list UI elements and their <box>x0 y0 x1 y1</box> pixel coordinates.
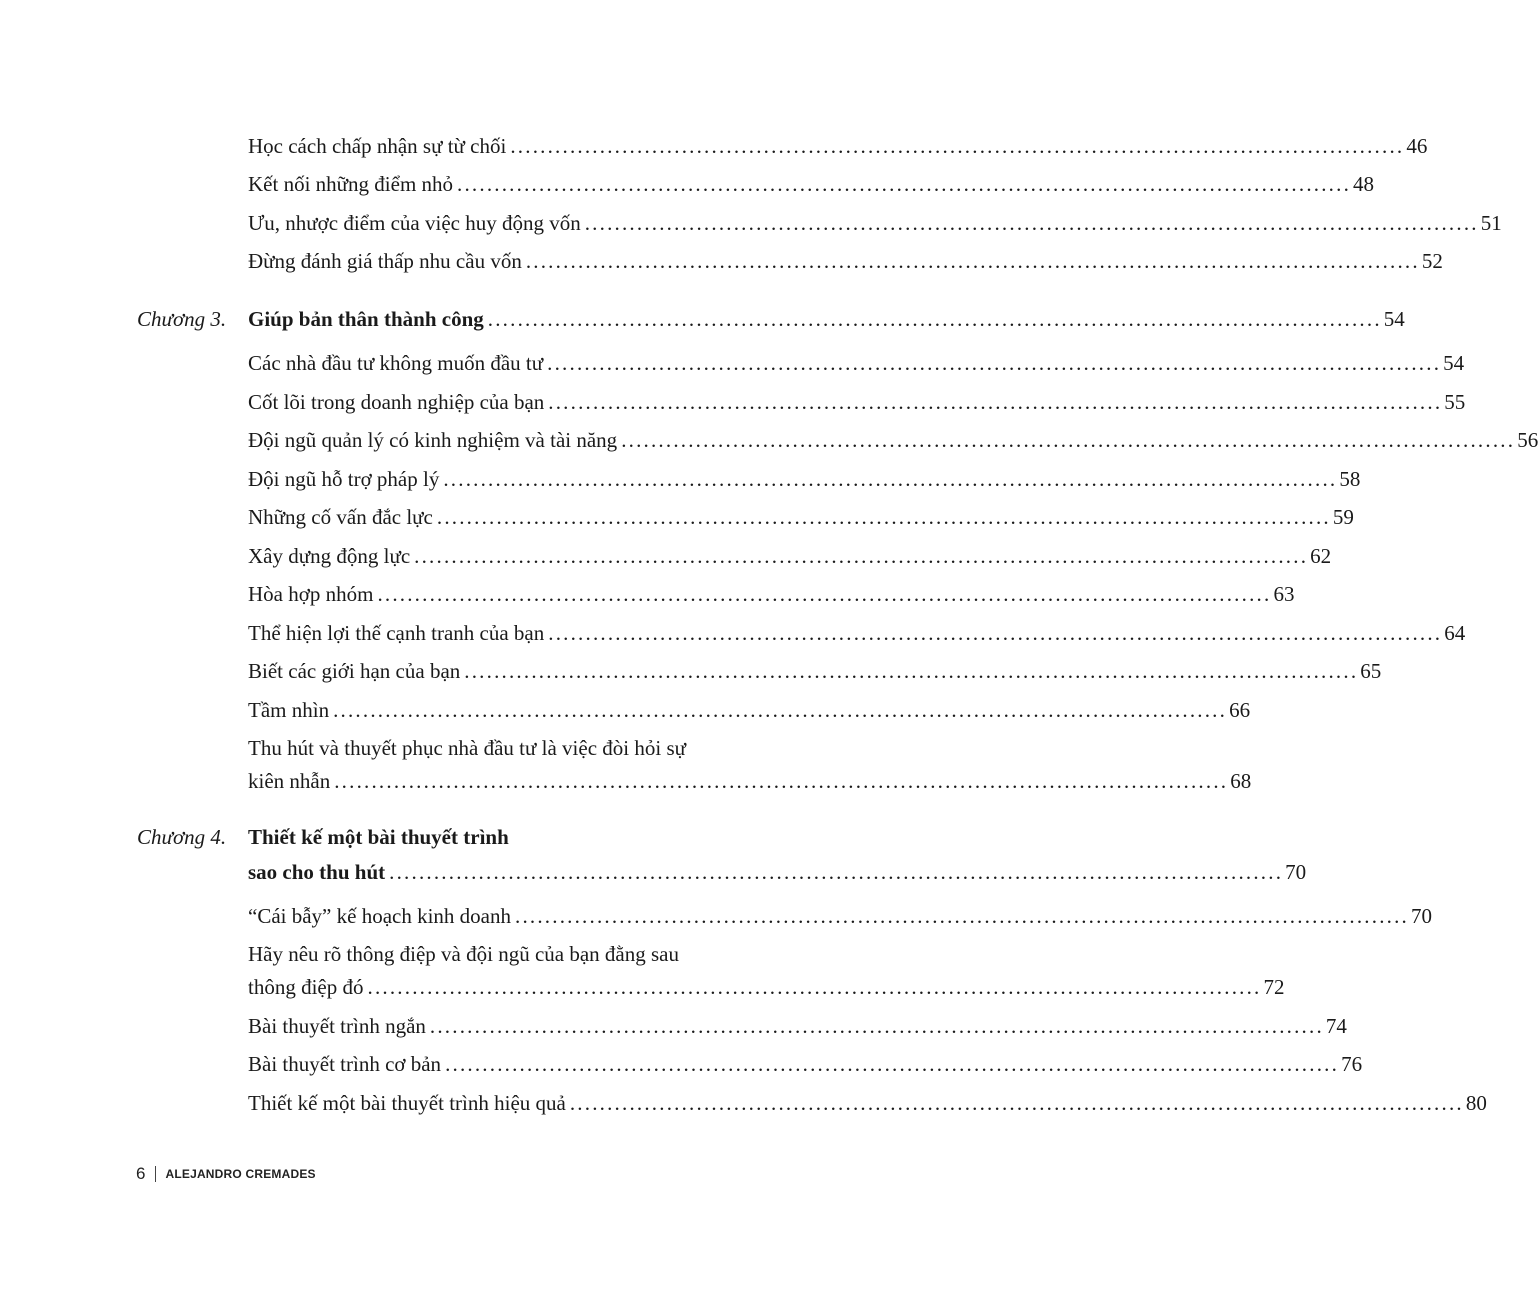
chapter-title: Giúp bản thân thành công <box>248 307 484 331</box>
toc-entry <box>248 696 1251 724</box>
toc-entry <box>248 465 1361 493</box>
leader-dots: ........................................................................................................................ <box>414 544 1309 568</box>
toc-entry <box>248 542 1332 570</box>
chapter-page: 70 <box>1285 860 1307 884</box>
leader-dots: ........................................................................................................................ <box>515 904 1409 928</box>
toc-entry-page: 54 <box>1443 351 1465 375</box>
leader-dots: ........................................................................................................................ <box>367 975 1262 999</box>
toc-entry <box>248 973 1285 1001</box>
toc-entry <box>248 426 1538 454</box>
toc-entry <box>248 657 1382 685</box>
toc-entry-page: 66 <box>1229 698 1251 722</box>
toc-entry <box>248 503 1354 531</box>
chapter-title-line2: sao cho thu hút <box>248 860 386 884</box>
chapter-label: Chương 3. <box>137 307 227 331</box>
toc-entry <box>248 388 1466 416</box>
toc-entry-title-line2: kiên nhẫn <box>248 769 331 793</box>
toc-entry-page: 62 <box>1310 544 1332 568</box>
toc-entry <box>248 1089 1487 1117</box>
leader-dots: ........................................................................................................................ <box>510 134 1405 158</box>
leader-dots: ........................................................................................................................ <box>445 1052 1340 1076</box>
toc-entry-page: 55 <box>1444 390 1466 414</box>
leader-dots: ........................................................................................................................ <box>377 582 1272 606</box>
toc-entry-page: 52 <box>1421 249 1443 273</box>
toc-entry <box>248 767 1252 795</box>
toc-entry-title: Đội ngũ quản lý có kinh nghiệm và tài năng <box>248 428 618 452</box>
toc-entry-page: 74 <box>1325 1014 1347 1038</box>
toc-entry-title: Xây dựng động lực <box>248 544 411 568</box>
author-name: ALEJANDRO CREMADES <box>165 1167 316 1181</box>
toc-entry-title: Biết các giới hạn của bạn <box>248 659 461 683</box>
leader-dots: ........................................................................................................................ <box>548 621 1443 645</box>
toc-entry-page: 65 <box>1360 659 1382 683</box>
toc-entry <box>248 619 1466 647</box>
leader-dots: ........................................................................................................................ <box>487 307 1382 331</box>
toc-entry <box>248 132 1428 160</box>
chapter-label: Chương 4. <box>137 825 227 849</box>
toc-entry-page: 59 <box>1332 505 1354 529</box>
toc-entry-page: 58 <box>1339 467 1361 491</box>
toc-entry-page: 68 <box>1230 769 1252 793</box>
toc-entry-page: 72 <box>1263 975 1285 999</box>
footer-divider <box>155 1166 156 1182</box>
toc-entry-title: Thể hiện lợi thế cạnh tranh của bạn <box>248 621 545 645</box>
toc-entry-title-line1: Hãy nêu rõ thông điệp và đội ngũ của bạn đằng sau <box>248 942 679 966</box>
toc-entry <box>248 902 1432 930</box>
toc-entry <box>248 580 1295 608</box>
toc-entry-page: 48 <box>1353 172 1375 196</box>
leader-dots: ........................................................................................................................ <box>548 390 1443 414</box>
toc-entry <box>248 247 1443 275</box>
toc-entry-title: Ưu, nhược điểm của việc huy động vốn <box>248 211 581 235</box>
toc-entry <box>248 170 1375 198</box>
leader-dots: ........................................................................................................................ <box>443 467 1338 491</box>
toc-entry-title: Bài thuyết trình ngắn <box>248 1014 426 1038</box>
toc-entry <box>248 349 1465 377</box>
toc-entry-title-line2: thông điệp đó <box>248 975 364 999</box>
toc-entry <box>248 1050 1363 1078</box>
page-footer <box>136 1164 316 1184</box>
leader-dots: ........................................................................................................................ <box>584 211 1479 235</box>
leader-dots: ........................................................................................................................ <box>569 1091 1464 1115</box>
leader-dots: ........................................................................................................................ <box>334 769 1229 793</box>
toc-entry-title: Tầm nhìn <box>248 698 330 722</box>
page-number: 6 <box>136 1164 146 1183</box>
leader-dots: ........................................................................................................................ <box>621 428 1516 452</box>
toc-entry-title: Kết nối những điểm nhỏ <box>248 172 454 196</box>
leader-dots: ........................................................................................................................ <box>333 698 1228 722</box>
leader-dots: ........................................................................................................................ <box>457 172 1352 196</box>
toc-entry-title: Đừng đánh giá thấp nhu cầu vốn <box>248 249 522 273</box>
toc-entry-title: Cốt lõi trong doanh nghiệp của bạn <box>248 390 545 414</box>
leader-dots: ........................................................................................................................ <box>464 659 1359 683</box>
toc-entry-title: Các nhà đầu tư không muốn đầu tư <box>248 351 544 375</box>
toc-entry <box>248 209 1502 237</box>
toc-entry-page: 76 <box>1341 1052 1363 1076</box>
toc-entry-page: 70 <box>1411 904 1432 928</box>
toc-entry-title: Hòa hợp nhóm <box>248 582 374 606</box>
toc-entry-title: Bài thuyết trình cơ bản <box>248 1052 442 1076</box>
toc-entry-page: 63 <box>1273 582 1295 606</box>
toc-entry-page: 56 <box>1517 428 1538 452</box>
toc-entry-page: 51 <box>1480 211 1502 235</box>
chapter-title-entry <box>248 858 1307 886</box>
toc-entry-page: 64 <box>1444 621 1466 645</box>
leader-dots: ........................................................................................................................ <box>436 505 1331 529</box>
toc-entry <box>248 1012 1347 1040</box>
toc-entry-page: 80 <box>1465 1091 1487 1115</box>
toc-entry-title: Đội ngũ hỗ trợ pháp lý <box>248 467 440 491</box>
toc-entry-title: Thiết kế một bài thuyết trình hiệu quả <box>248 1091 566 1115</box>
toc-entry-title: Những cố vấn đắc lực <box>248 505 433 529</box>
leader-dots: ........................................................................................................................ <box>389 860 1284 884</box>
chapter-title-entry <box>248 305 1405 333</box>
leader-dots: ........................................................................................................................ <box>429 1014 1324 1038</box>
toc-entry-title: “Cái bẫy” kế hoạch kinh doanh <box>248 904 511 928</box>
leader-dots: ........................................................................................................................ <box>547 351 1442 375</box>
toc-entry-title-line1: Thu hút và thuyết phục nhà đầu tư là việc đòi hỏi sự <box>248 736 687 760</box>
chapter-page: 54 <box>1383 307 1405 331</box>
toc-entry-page: 46 <box>1406 134 1428 158</box>
toc-entry-title: Học cách chấp nhận sự từ chối <box>248 134 507 158</box>
leader-dots: ........................................................................................................................ <box>525 249 1420 273</box>
chapter-title-line1: Thiết kế một bài thuyết trình <box>248 825 509 849</box>
